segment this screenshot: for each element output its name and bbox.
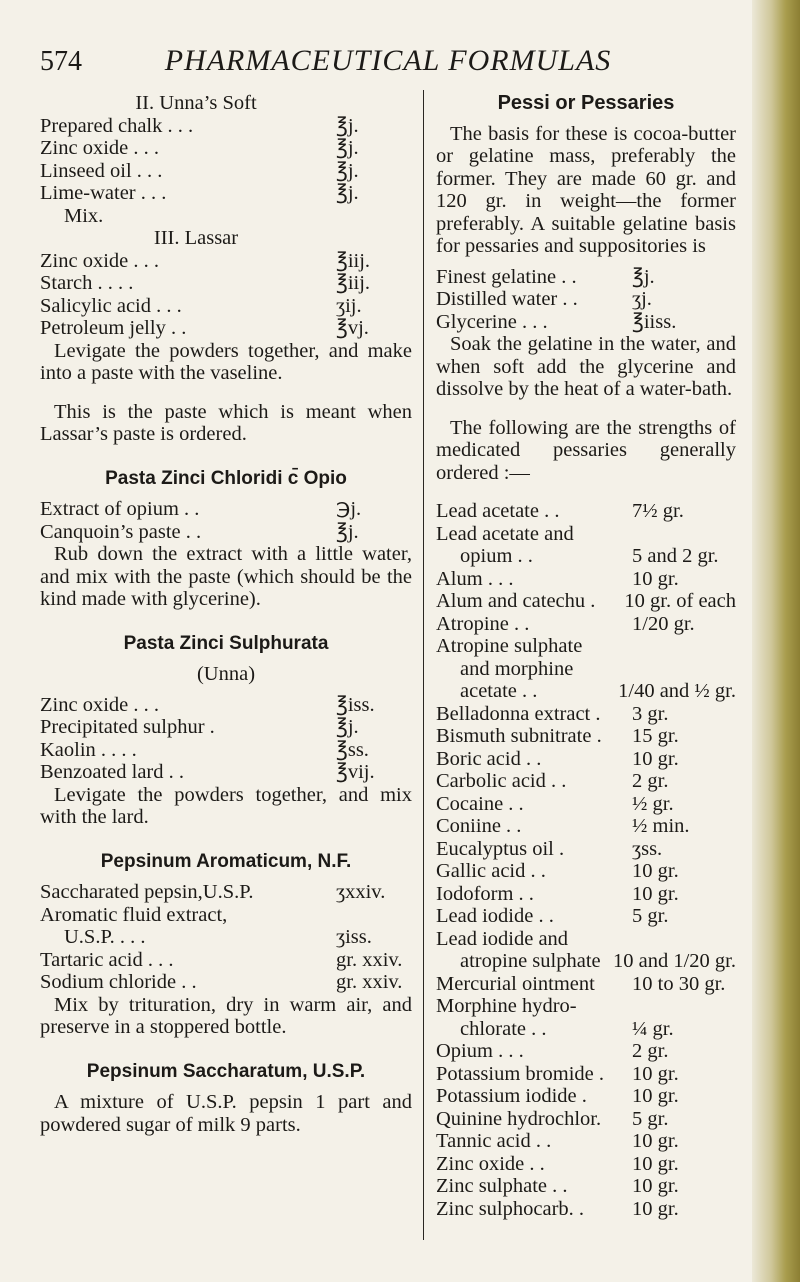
ingredient-quantity: ℥vij. <box>336 761 375 783</box>
ingredient-quantity: ℥j. <box>336 114 359 137</box>
ingredient-quantity: 10 and 1/20 gr. <box>613 950 736 972</box>
ingredient-row <box>436 545 736 568</box>
ingredient-row <box>40 739 412 762</box>
ingredient-row <box>436 1198 736 1221</box>
ingredient-name: Belladonna extract . <box>436 702 601 725</box>
ingredient-name: Salicylic acid . . . <box>40 294 182 317</box>
ingredient-name: Precipitated sulphur . <box>40 716 215 738</box>
note-pasta-sulph: Levigate the powders together, and mix with the lard. <box>40 783 412 828</box>
ingredient-quantity: ℥j. <box>632 265 655 288</box>
ingredient-quantity: 10 gr. <box>632 1197 679 1220</box>
ingredient-name: Zinc sulphate . . <box>436 1175 568 1197</box>
ingredient-row <box>436 523 736 546</box>
ingredient-name: Cocaine . . <box>436 792 524 815</box>
ingredient-name: Zinc oxide . . . <box>40 249 159 272</box>
ingredient-quantity: 10 gr. <box>632 882 679 905</box>
ingredient-list-unna-soft <box>40 115 412 205</box>
ingredient-name: Opium . . . <box>436 1040 524 1062</box>
ingredient-quantity: ʒiss. <box>336 926 372 948</box>
ingredient-quantity: 5 and 2 gr. <box>632 545 719 567</box>
ingredient-row <box>436 1108 736 1131</box>
ingredient-quantity: ℥j. <box>336 716 359 738</box>
ingredient-name: Zinc oxide . . . <box>40 137 159 159</box>
ingredient-quantity: 10 gr. <box>632 747 679 770</box>
page-edge-shadow <box>752 0 800 1282</box>
ingredient-row <box>436 266 736 289</box>
ingredient-quantity: 10 gr. <box>632 1130 679 1152</box>
ingredient-name: Mercurial ointment <box>436 972 595 995</box>
left-column <box>40 92 412 1136</box>
section-title-pasta-sulph: Pasta Zinci Sulphurata <box>123 632 329 654</box>
ingredient-list-lassar <box>40 250 412 340</box>
strengths-list <box>436 500 736 1220</box>
ingredient-row <box>40 182 412 205</box>
ingredient-quantity <box>626 995 736 1018</box>
ingredient-name: Prepared chalk . . . <box>40 114 194 137</box>
ingredient-quantity: 1/40 and ½ gr. <box>618 680 736 702</box>
ingredient-row <box>40 904 412 927</box>
ingredient-row <box>436 680 736 703</box>
ingredient-row <box>436 613 736 636</box>
ingredient-quantity: ℥iss. <box>336 693 375 716</box>
note-pessi: Soak the gelatine in the water, and when soft add the glycerine and dissolve by the heat of a water-bath. <box>436 333 736 400</box>
ingredient-name: Morphine hydro- <box>436 995 577 1017</box>
section-title-pepsinum-sacch: Pepsinum Saccharatum, U.S.P. <box>86 1060 366 1082</box>
ingredient-name: Benzoated lard . . <box>40 761 185 783</box>
ingredient-row <box>436 973 736 996</box>
ingredient-row <box>436 1085 736 1108</box>
right-column <box>436 92 736 1220</box>
ingredient-row <box>436 1063 736 1086</box>
ingredient-quantity: 10 gr. of each <box>624 590 736 612</box>
ingredient-list-pessi <box>436 266 736 334</box>
ingredient-row <box>436 883 736 906</box>
ingredient-name: Boric acid . . <box>436 747 542 770</box>
ingredient-quantity: ½ min. <box>632 815 690 837</box>
ingredient-row <box>40 295 412 318</box>
ingredient-quantity: gr. xxiv. <box>336 971 403 993</box>
section-subtitle-unna: (Unna) <box>196 663 256 685</box>
ingredient-quantity: ℥j. <box>336 137 359 159</box>
pessi-intro: The basis for these is cocoa-butter or gelatine mass, preferably the former. They are made 60 gr. and 120 gr. in weight—the former preferably. A suitable gelatine basis for pessaries and suppositories is <box>436 122 736 257</box>
ingredient-row <box>436 288 736 311</box>
ingredient-quantity: gr. xxiv. <box>336 948 403 971</box>
ingredient-name: Lead iodide and <box>436 927 569 950</box>
ingredient-name: Zinc oxide . . . <box>40 693 159 716</box>
note-pasta-opio: Rub down the extract with a little water, and mix with the paste (which should be the kind made with glycerine). <box>40 543 412 610</box>
ingredient-row <box>40 694 412 717</box>
ingredient-name: Bismuth subnitrate . <box>436 725 602 747</box>
ingredient-row <box>40 498 412 521</box>
ingredient-row <box>40 272 412 295</box>
section-title-pessi: Pessi or Pessaries <box>497 92 675 114</box>
ingredient-quantity: 10 gr. <box>632 860 679 882</box>
ingredient-name: Lead acetate and <box>436 522 574 545</box>
ingredient-quantity: ℥vj. <box>336 317 369 339</box>
ingredient-row <box>436 1175 736 1198</box>
ingredient-quantity: ʒj. <box>632 288 652 310</box>
ingredient-quantity: ℥j. <box>336 159 359 182</box>
ingredient-quantity <box>626 928 736 951</box>
ingredient-quantity: ℥j. <box>336 182 359 204</box>
ingredient-name: Petroleum jelly . . <box>40 317 187 339</box>
ingredient-name: acetate . . <box>460 680 538 702</box>
ingredient-name: Saccharated pepsin,U.S.P. <box>40 881 254 903</box>
ingredient-list-pepsinum-arom <box>40 881 412 994</box>
ingredient-quantity: 5 gr. <box>632 1107 669 1130</box>
ingredient-quantity: 2 gr. <box>632 770 669 792</box>
ingredient-row <box>436 860 736 883</box>
ingredient-name: Atropine . . <box>436 612 530 635</box>
ingredient-row <box>436 725 736 748</box>
running-title: PHARMACEUTICAL FORMULAS <box>164 44 612 77</box>
ingredient-quantity: 7½ gr. <box>632 500 684 522</box>
ingredient-name: Extract of opium . . <box>40 498 200 520</box>
ingredient-quantity: 1/20 gr. <box>632 612 695 635</box>
ingredient-row <box>40 137 412 160</box>
ingredient-row <box>40 971 412 994</box>
ingredient-row <box>436 905 736 928</box>
ingredient-row <box>436 1018 736 1041</box>
ingredient-name: Kaolin . . . . <box>40 738 137 761</box>
ingredient-name: Starch . . . . <box>40 272 134 294</box>
ingredient-row <box>40 521 412 544</box>
ingredient-name: Aromatic fluid extract, <box>40 903 228 926</box>
ingredient-name: atropine sulphate <box>460 950 601 972</box>
ingredient-name: Lead acetate . . <box>436 500 560 522</box>
ingredient-quantity: ʒxxiv. <box>336 881 386 903</box>
ingredient-row <box>40 250 412 273</box>
ingredient-quantity: 3 gr. <box>632 702 669 725</box>
ingredient-name: Carbolic acid . . <box>436 770 567 792</box>
note-lassar-2: This is the paste which is meant when Lassar’s paste is ordered. <box>40 400 412 445</box>
ingredient-name: Quinine hydrochlor. <box>436 1107 602 1130</box>
ingredient-quantity: ℈j. <box>336 498 362 520</box>
ingredient-quantity: ℥ss. <box>336 738 369 761</box>
ingredient-row <box>436 635 736 658</box>
ingredient-name: Lead iodide . . <box>436 905 554 927</box>
ingredient-quantity: 2 gr. <box>632 1040 669 1062</box>
ingredient-name: Atropine sulphate <box>436 635 583 657</box>
ingredient-row <box>436 770 736 793</box>
page-number: 574 <box>40 46 82 77</box>
ingredient-row <box>436 1153 736 1176</box>
ingredient-quantity <box>330 904 412 927</box>
ingredient-name: Lime-water . . . <box>40 182 167 204</box>
ingredient-row <box>436 311 736 334</box>
ingredient-quantity: ℥iij. <box>336 249 371 272</box>
ingredient-quantity: ℥iij. <box>336 272 371 294</box>
ingredient-name: Zinc oxide . . <box>436 1152 545 1175</box>
column-divider <box>423 90 424 1240</box>
ingredient-list-pasta-sulph <box>40 694 412 784</box>
ingredient-name: Finest gelatine . . <box>436 265 577 288</box>
ingredient-name: Canquoin’s paste . . <box>40 520 202 543</box>
ingredient-quantity: 5 gr. <box>632 905 669 927</box>
ingredient-quantity: 10 gr. <box>632 1062 679 1085</box>
ingredient-name: Potassium iodide . <box>436 1085 587 1107</box>
ingredient-row <box>40 317 412 340</box>
ingredient-row <box>436 928 736 951</box>
ingredient-row <box>436 658 736 681</box>
ingredient-name: Tartaric acid . . . <box>40 948 174 971</box>
ingredient-name: Eucalyptus oil . <box>436 837 565 860</box>
ingredient-name: Sodium chloride . . <box>40 971 197 993</box>
ingredient-row <box>40 115 412 138</box>
ingredient-name: Potassium bromide . <box>436 1062 604 1085</box>
ingredient-row <box>436 950 736 973</box>
ingredient-name: Distilled water . . <box>436 288 578 310</box>
ingredient-row <box>436 838 736 861</box>
note-pessi-2: The following are the strengths of medicated pessaries generally ordered :— <box>436 416 736 484</box>
ingredient-quantity: 10 gr. <box>632 1152 679 1175</box>
ingredient-name: chlorate . . <box>460 1017 547 1040</box>
ingredient-name: Gallic acid . . <box>436 860 546 882</box>
ingredient-quantity: ʒij. <box>336 294 362 317</box>
ingredient-list-pasta-opio <box>40 498 412 543</box>
ingredient-row <box>40 926 412 949</box>
ingredient-quantity: 10 gr. <box>632 1175 679 1197</box>
note-lassar: Levigate the powders together, and make into a paste with the vaseline. <box>40 339 412 384</box>
ingredient-name: and morphine <box>460 657 574 680</box>
ingredient-quantity: ℥iiss. <box>632 310 677 333</box>
page-header <box>40 44 760 78</box>
ingredient-row <box>436 590 736 613</box>
ingredient-quantity: ʒss. <box>632 837 663 860</box>
ingredient-quantity <box>626 658 736 681</box>
ingredient-name: Coniine . . <box>436 815 522 837</box>
ingredient-row <box>436 793 736 816</box>
section-title-pasta-opio: Pasta Zinci Chloridi c̄ Opio <box>105 467 347 489</box>
note-mix: Mix. <box>64 204 104 227</box>
section-title-pepsinum-arom: Pepsinum Aromaticum, N.F. <box>100 850 352 872</box>
ingredient-name: Glycerine . . . <box>436 310 548 333</box>
ingredient-row <box>436 568 736 591</box>
ingredient-quantity: 10 to 30 gr. <box>632 972 726 995</box>
ingredient-name: Linseed oil . . . <box>40 159 163 182</box>
ingredient-quantity <box>626 523 736 546</box>
ingredient-name: U.S.P. . . . <box>64 926 146 948</box>
ingredient-quantity: 10 gr. <box>632 567 679 590</box>
section-title-unna-soft: II. Unna’s Soft <box>135 92 257 114</box>
ingredient-quantity: ½ gr. <box>632 792 674 815</box>
ingredient-row <box>436 500 736 523</box>
ingredient-row <box>436 703 736 726</box>
ingredient-row <box>40 160 412 183</box>
ingredient-row <box>40 949 412 972</box>
ingredient-quantity: 10 gr. <box>632 1085 679 1107</box>
ingredient-quantity: ¼ gr. <box>632 1017 674 1040</box>
ingredient-quantity <box>626 635 736 658</box>
ingredient-quantity: ℥j. <box>336 520 359 543</box>
ingredient-row <box>436 815 736 838</box>
note-pepsinum-arom: Mix by trituration, dry in warm air, and preserve in a stoppered bottle. <box>40 993 412 1038</box>
ingredient-name: Iodoform . . <box>436 882 534 905</box>
ingredient-row <box>40 716 412 739</box>
ingredient-name: Alum . . . <box>436 567 514 590</box>
ingredient-quantity: 15 gr. <box>632 725 679 747</box>
ingredient-name: Zinc sulphocarb. . <box>436 1197 585 1220</box>
ingredient-row <box>436 995 736 1018</box>
ingredient-row <box>436 1130 736 1153</box>
ingredient-row <box>40 881 412 904</box>
ingredient-row <box>436 748 736 771</box>
section-title-lassar: III. Lassar <box>153 227 239 249</box>
ingredient-name: Alum and catechu . <box>436 590 596 612</box>
ingredient-name: Tannic acid . . <box>436 1130 552 1152</box>
ingredient-row <box>40 761 412 784</box>
ingredient-row <box>436 1040 736 1063</box>
note-pepsinum-sacch: A mixture of U.S.P. pepsin 1 part and powdered sugar of milk 9 parts. <box>40 1091 412 1136</box>
ingredient-name: opium . . <box>460 545 533 567</box>
